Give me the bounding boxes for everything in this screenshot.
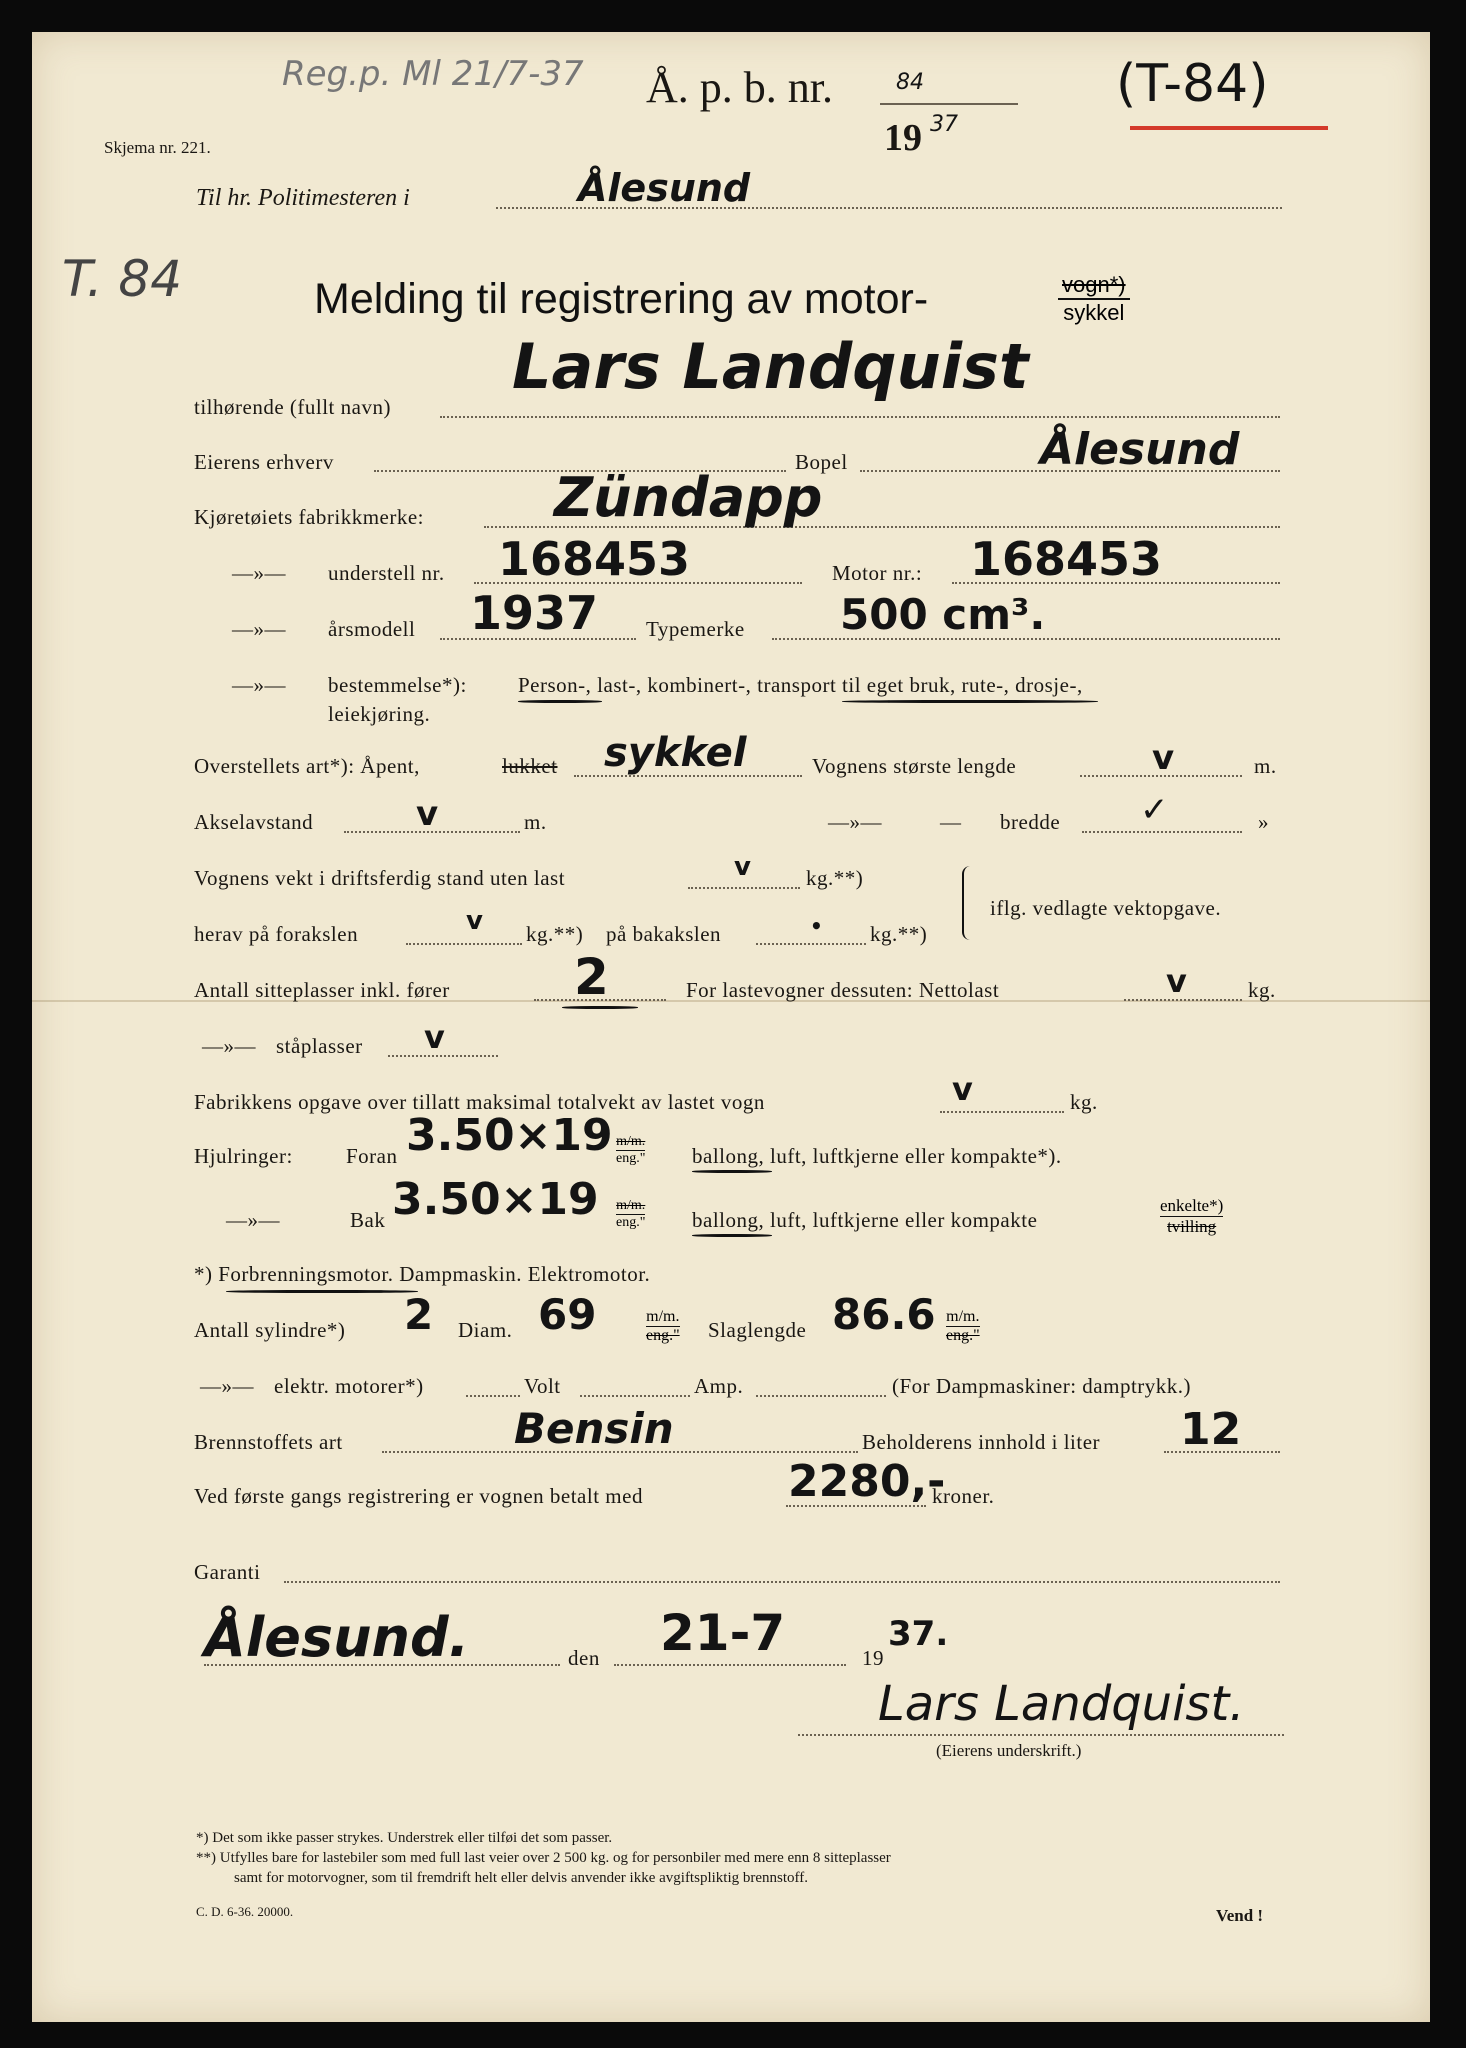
weight-unit: kg.**) (806, 866, 864, 890)
front-axle-line (406, 943, 522, 945)
guarantee-label: Garanti (194, 1560, 261, 1584)
stroke-unit-mm: m/m. (946, 1308, 980, 1325)
standing-label: ståplasser (276, 1034, 363, 1058)
diam-unit (646, 1308, 680, 1345)
date-value: 21-7 (660, 1604, 786, 1662)
ditto-3: —»— (232, 673, 286, 697)
tyre-rear-underline (692, 1234, 772, 1237)
cyl-value: 2 (404, 1290, 434, 1339)
apb-label: Å. p. b. nr. (646, 63, 833, 112)
width-label: bredde (1000, 810, 1061, 834)
owner-signature: Lars Landquist. (878, 1676, 1245, 1732)
volt-line (580, 1395, 690, 1397)
axle-value: v (416, 794, 439, 834)
seats-value: 2 (574, 948, 609, 1006)
amp-line (756, 1395, 886, 1397)
footnote-1: *) Det som ikke passer strykes. Understrek eller tilføi det som passer. (196, 1830, 613, 1846)
footnote-2-cont: samt for motorvogner, som til fremdrift helt eller delvis anvender ikke avgiftspliktig brennstoff. (234, 1870, 808, 1886)
price-unit: kroner. (932, 1484, 995, 1508)
chassis-label: understell nr. (328, 561, 445, 585)
year-sign-value: 37. (888, 1614, 949, 1654)
width-tail: » (1258, 810, 1269, 834)
purpose-options: Person-, last-, kombinert-, transport til eget bruk, rute-, drosje-, (518, 673, 1083, 697)
single-label: enkelte*) (1160, 1196, 1224, 1215)
place-value: Ålesund. (204, 1606, 470, 1669)
ditto-1: —»— (232, 561, 286, 585)
steam-note: (For Dampmaskiner: damptrykk.) (892, 1374, 1192, 1398)
chassis-value: 168453 (498, 532, 691, 586)
type-label: Typemerke (646, 617, 745, 641)
tyre-options-front: ballong, luft, luftkjerne eller kompakte*). (692, 1144, 1062, 1168)
volt-label: Volt (524, 1374, 561, 1398)
rear-value: 3.50×19 (392, 1174, 599, 1225)
standing-value: v (424, 1018, 445, 1056)
year-handwritten: 37 (930, 112, 958, 137)
type-value: 500 cm³. (840, 590, 1046, 639)
motor-label: Motor nr.: (832, 561, 923, 585)
diam-unit-mm: m/m. (646, 1308, 680, 1325)
year-label: årsmodell (328, 617, 416, 641)
length-label: Vognens største lengde (812, 754, 1017, 778)
motor-value: 168453 (970, 532, 1163, 586)
twin-label: tvilling (1167, 1217, 1217, 1236)
electric-line (466, 1395, 520, 1397)
make-label: Kjøretøiets fabrikkmerke: (194, 505, 425, 529)
length-unit: m. (1254, 754, 1277, 778)
margin-code: T. 84 (62, 250, 183, 308)
owner-value: Lars Landquist (512, 330, 1029, 403)
engine-underline (226, 1290, 418, 1293)
body-label: Overstellets art*): Åpent, (194, 754, 420, 778)
body-value: sykkel (604, 730, 747, 776)
fuel-label: Brennstoffets art (194, 1430, 343, 1454)
axle-unit: m. (524, 810, 547, 834)
front-axle-value: v (466, 906, 483, 936)
residence-label: Bopel (795, 450, 848, 474)
ditto-4: —»— (828, 810, 882, 834)
electric-label: elektr. motorer*) (274, 1374, 424, 1398)
schema-number: Skjema nr. 221. (104, 138, 211, 157)
apb-number: 84 (896, 70, 924, 95)
tank-value: 12 (1180, 1404, 1242, 1455)
ditto-2: —»— (232, 617, 286, 641)
maxweight-value: v (952, 1070, 973, 1108)
front-label: Foran (346, 1144, 398, 1168)
price-value: 2280,- (788, 1456, 946, 1507)
footnote-2: **) Utfylles bare for lastebiler som med full last veier over 2 500 kg. og for personbiler med mere enn 8 sitteplasser (196, 1850, 891, 1866)
stroke-unit (946, 1308, 980, 1345)
rear-axle-value: • (810, 914, 823, 938)
purpose-underline-transport (842, 700, 1098, 703)
rear-unit-mm: m/m. (616, 1198, 646, 1213)
width-value: ✓ (1140, 790, 1169, 830)
purpose-underline-person (518, 700, 602, 703)
single-twin (1160, 1196, 1223, 1237)
body-struck: lukket (502, 754, 558, 778)
width-line (1082, 831, 1242, 833)
signature-line (798, 1734, 1284, 1736)
rear-unit (616, 1198, 645, 1231)
cargo-label: For lastevogner dessuten: Nettolast (686, 978, 1000, 1002)
cargo-value: v (1166, 962, 1187, 1000)
maxweight-line (940, 1111, 1064, 1113)
tyre-front-underline (692, 1170, 772, 1173)
profession-label: Eierens erhverv (194, 450, 334, 474)
stroke-label: Slaglengde (708, 1318, 807, 1342)
turn-page: Vend ! (1216, 1906, 1264, 1925)
pencil-note: Reg.p. Ml 21/7-37 (282, 54, 584, 94)
diam-value: 69 (538, 1290, 597, 1339)
weight-value: v (734, 852, 751, 882)
stroke-unit-eng: eng." (946, 1327, 980, 1344)
page-title: Melding til registrering av motor- (314, 275, 929, 323)
diam-unit-eng: eng." (646, 1327, 680, 1344)
guarantee-line (284, 1581, 1280, 1583)
year-value: 1937 (470, 586, 599, 640)
print-code: C. D. 6-36. 20000. (196, 1904, 294, 1919)
addressee-label: Til hr. Politimesteren i (196, 185, 410, 211)
price-label: Ved første gangs registrering er vognen betalt med (194, 1484, 643, 1508)
rear-label: Bak (350, 1208, 386, 1232)
cyl-label: Antall sylindre*) (194, 1318, 346, 1342)
diam-label: Diam. (458, 1318, 513, 1342)
front-axle-unit: kg.**) (526, 922, 584, 946)
owner-line (440, 416, 1280, 418)
fuel-value: Bensin (514, 1404, 674, 1453)
top-right-code: (T-84) (1116, 54, 1269, 114)
year-printed: 19 (884, 117, 922, 159)
rear-axle-label: på bakakslen (606, 922, 722, 946)
signature-label: (Eierens underskrift.) (936, 1741, 1082, 1760)
den-label: den (568, 1646, 600, 1670)
ditto-7: —»— (200, 1374, 254, 1398)
maxweight-unit: kg. (1070, 1090, 1098, 1114)
weight-label: Vognens vekt i driftsferdig stand uten last (194, 866, 566, 890)
year-prefix: 19 (862, 1646, 884, 1670)
seats-label: Antall sitteplasser inkl. fører (194, 978, 450, 1002)
weight-brace (962, 866, 974, 940)
rear-axle-unit: kg.**) (870, 922, 928, 946)
length-value: v (1152, 738, 1175, 778)
title-option-kept: sykkel (1063, 300, 1125, 325)
front-value: 3.50×19 (406, 1110, 613, 1161)
width-prefix: — (940, 810, 962, 834)
tank-label: Beholderens innhold i liter (862, 1430, 1101, 1454)
red-underline (1130, 126, 1328, 130)
amp-label: Amp. (694, 1374, 744, 1398)
front-unit (616, 1134, 645, 1167)
residence-value: Ålesund (1040, 424, 1240, 475)
owner-label: tilhørende (fullt navn) (194, 395, 391, 419)
ditto-5: —»— (202, 1034, 256, 1058)
rear-unit-eng: eng." (616, 1215, 646, 1230)
title-option (1058, 272, 1130, 326)
stroke-value: 86.6 (832, 1290, 936, 1339)
axle-label: Akselavstand (194, 810, 314, 834)
title-option-struck: vogn*) (1058, 272, 1130, 300)
maxweight-label: Fabrikkens opgave over tillatt maksimal totalvekt av lastet vogn (194, 1090, 765, 1114)
addressee-value: Ålesund (578, 166, 751, 210)
purpose-label: bestemmelse*): (328, 673, 467, 697)
seats-underline (562, 1006, 638, 1009)
ditto-6: —»— (226, 1208, 280, 1232)
purpose-options-cont: leiekjøring. (328, 702, 431, 726)
apb-line (880, 103, 1018, 105)
engine-types: *) Forbrenningsmotor. Dampmaskin. Elektromotor. (194, 1262, 651, 1286)
weight-note: iflg. vedlagte vektopgave. (990, 896, 1222, 920)
date-line (614, 1664, 846, 1666)
make-value: Zündapp (554, 466, 823, 529)
front-axle-label: herav på forakslen (194, 922, 359, 946)
tyre-options-rear: ballong, luft, luftkjerne eller kompakte (692, 1208, 1038, 1232)
wheels-label: Hjulringer: (194, 1144, 293, 1168)
front-unit-mm: m/m. (616, 1134, 646, 1149)
weight-line (688, 887, 800, 889)
rear-axle-line (756, 943, 866, 945)
cargo-unit: kg. (1248, 978, 1276, 1002)
front-unit-eng: eng." (616, 1151, 646, 1166)
